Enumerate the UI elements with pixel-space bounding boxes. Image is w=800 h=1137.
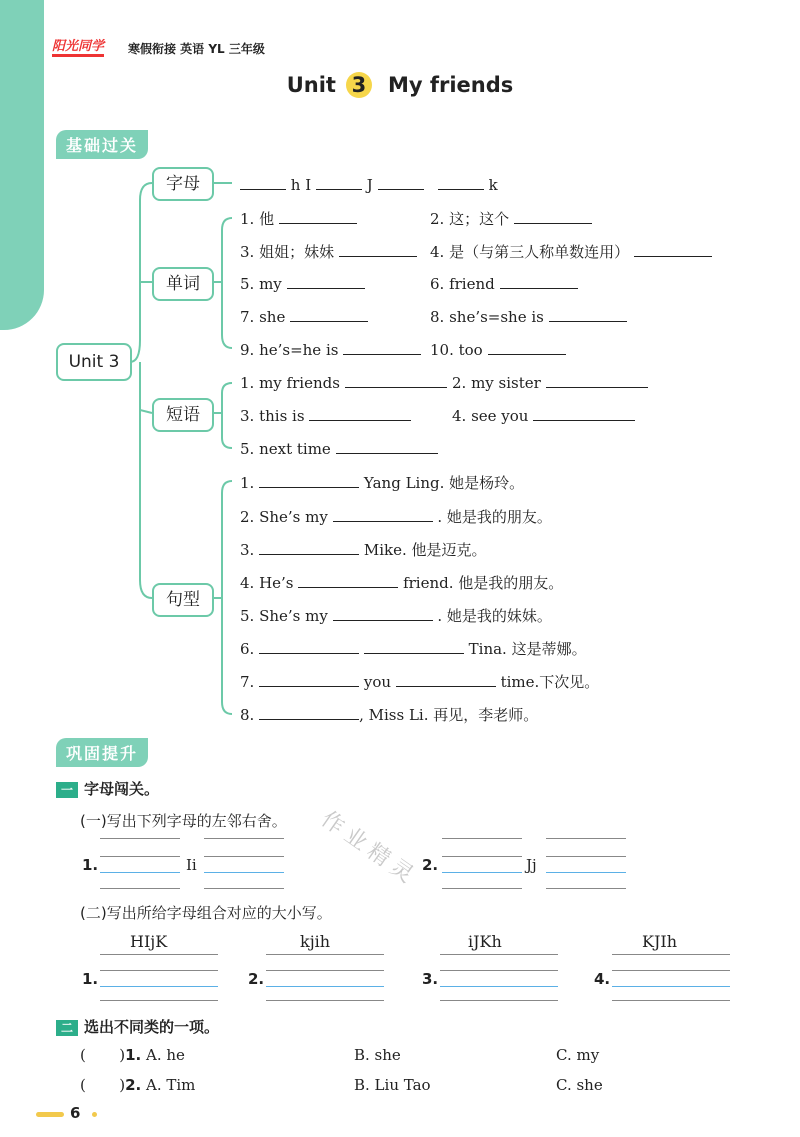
writing-line[interactable] xyxy=(442,838,522,839)
writing-line[interactable] xyxy=(204,856,284,857)
page-number-decoration xyxy=(36,1112,64,1117)
writing-line[interactable] xyxy=(546,872,626,873)
word-prompt: 10. too xyxy=(430,341,483,359)
blank[interactable] xyxy=(333,606,433,621)
branch-phrases: 短语 xyxy=(152,398,214,432)
word-item xyxy=(430,274,578,293)
answer-bracket[interactable]: ( ) xyxy=(80,1076,126,1094)
option-a: A. he xyxy=(146,1046,185,1064)
blank[interactable] xyxy=(333,507,433,522)
blank[interactable] xyxy=(345,373,447,388)
blank[interactable] xyxy=(339,242,417,257)
blank[interactable] xyxy=(259,473,359,488)
word-prompt: 6. friend xyxy=(430,275,495,293)
word-item xyxy=(240,241,417,262)
word-prompt: 1. 他 xyxy=(240,210,275,228)
section-consolidate: 巩固提升 xyxy=(56,738,148,767)
given-letter: Ii xyxy=(186,856,197,874)
writing-line[interactable] xyxy=(100,954,218,955)
given-word: HIjK xyxy=(130,932,168,951)
branch-letters: 字母 xyxy=(152,167,214,201)
blank[interactable] xyxy=(549,307,627,322)
sentence-item xyxy=(240,638,587,659)
sentence-item xyxy=(240,472,524,493)
writing-line[interactable] xyxy=(442,872,522,873)
word-item xyxy=(430,208,592,229)
question-number: 一 xyxy=(56,782,78,798)
writing-line[interactable] xyxy=(266,1000,384,1001)
writing-line[interactable] xyxy=(440,1000,558,1001)
writing-line[interactable] xyxy=(266,986,384,987)
word-item xyxy=(430,241,712,262)
word-prompt: 2. 这；这个 xyxy=(430,210,510,228)
sentence-suffix: . 她是我的妹妹。 xyxy=(437,607,552,625)
sentence-suffix: time.下次见。 xyxy=(500,673,600,691)
writing-line[interactable] xyxy=(204,838,284,839)
phrase-prompt: 3. this is xyxy=(240,407,305,425)
blank[interactable] xyxy=(287,274,365,289)
phrase-prompt: 5. next time xyxy=(240,440,331,458)
blank[interactable] xyxy=(488,340,566,355)
writing-line[interactable] xyxy=(100,872,180,873)
word-item xyxy=(240,340,421,359)
given-word: KJIh xyxy=(642,932,677,951)
blank[interactable] xyxy=(309,406,411,421)
sentence-item xyxy=(240,506,552,527)
writing-line[interactable] xyxy=(612,970,730,971)
sentence-suffix: . 她是我的朋友。 xyxy=(437,508,552,526)
watermark: 作业精灵 xyxy=(316,806,423,892)
writing-line[interactable] xyxy=(440,954,558,955)
item-number: 1. xyxy=(82,970,99,988)
phrase-prompt: 4. see you xyxy=(452,407,529,425)
blank[interactable] xyxy=(378,175,424,190)
page-number: 6 xyxy=(70,1104,81,1122)
sentence-item xyxy=(240,671,599,692)
sentence-suffix: Tina. 这是蒂娜。 xyxy=(468,640,587,658)
word-prompt: 3. 姐姐；妹妹 xyxy=(240,243,335,261)
given-word: kjih xyxy=(300,932,331,951)
word-item xyxy=(240,274,365,293)
word-item xyxy=(430,340,566,359)
sentence-suffix: friend. 他是我的朋友。 xyxy=(403,574,564,592)
blank[interactable] xyxy=(533,406,635,421)
blank[interactable] xyxy=(634,242,712,257)
brand-logo: 阳光同学 xyxy=(52,40,104,57)
sentence-middle: you xyxy=(363,673,392,691)
item-number: 4. xyxy=(594,970,611,988)
unit-label: Unit xyxy=(286,73,336,97)
writing-line[interactable] xyxy=(100,838,180,839)
blank[interactable] xyxy=(259,540,359,555)
letters-row xyxy=(240,175,498,194)
writing-line[interactable] xyxy=(204,872,284,873)
item-number: 2. xyxy=(422,856,439,874)
unit-number: 3 xyxy=(346,72,372,98)
writing-line[interactable] xyxy=(266,970,384,971)
item-number: 2. xyxy=(248,970,265,988)
writing-line[interactable] xyxy=(100,856,180,857)
writing-line[interactable] xyxy=(546,838,626,839)
sentence-prefix: 8. xyxy=(240,706,255,724)
word-prompt: 8. she’s=she is xyxy=(430,308,544,326)
phrase-prompt: 2. my sister xyxy=(452,374,541,392)
answer-bracket[interactable]: ( ) xyxy=(80,1046,126,1064)
writing-line[interactable] xyxy=(100,970,218,971)
blank[interactable] xyxy=(290,307,368,322)
choice-row xyxy=(80,1076,195,1094)
sentence-suffix: Yang Ling. 她是杨玲。 xyxy=(363,474,525,492)
item-number: 1. xyxy=(82,856,99,874)
question-text: 字母闯关。 xyxy=(84,780,160,798)
unit-name: My friends xyxy=(387,73,514,97)
section-basic: 基础过关 xyxy=(56,130,148,159)
option-b: B. Liu Tao xyxy=(354,1076,431,1094)
page-number-dot xyxy=(92,1112,97,1117)
blank[interactable] xyxy=(500,274,578,289)
writing-line[interactable] xyxy=(440,986,558,987)
sentence-prefix: 6. xyxy=(240,640,255,658)
sentence-prefix: 3. xyxy=(240,541,255,559)
item-number: 1. xyxy=(125,1046,142,1064)
series-label: 寒假衔接 英语 YL 三年级 xyxy=(128,42,265,56)
phrase-item xyxy=(240,439,438,458)
phrase-item xyxy=(452,373,648,392)
question-number: 二 xyxy=(56,1020,78,1036)
sentence-item xyxy=(240,704,538,725)
part-1-instruction: (一)写出下列字母的左邻右舍。 xyxy=(80,812,287,830)
writing-line[interactable] xyxy=(546,888,626,889)
blank[interactable] xyxy=(546,373,648,388)
blank[interactable] xyxy=(240,175,286,190)
phrase-item xyxy=(240,373,447,392)
sentence-suffix: , Miss Li. 再见，李老师。 xyxy=(359,706,539,724)
option-c: C. my xyxy=(556,1046,600,1064)
sentence-item xyxy=(240,605,552,626)
blank[interactable] xyxy=(364,639,464,654)
word-prompt: 5. my xyxy=(240,275,282,293)
letter-k: k xyxy=(488,176,498,194)
blank[interactable] xyxy=(396,672,496,687)
writing-line[interactable] xyxy=(612,986,730,987)
given-letter: Jj xyxy=(526,856,537,874)
blank[interactable] xyxy=(343,340,421,355)
phrase-item xyxy=(240,406,411,425)
blank[interactable] xyxy=(298,573,398,588)
writing-line[interactable] xyxy=(100,1000,218,1001)
sentence-item xyxy=(240,572,563,593)
sentence-prefix: 4. He’s xyxy=(240,574,294,592)
item-number: 3. xyxy=(422,970,439,988)
sentence-suffix: Mike. 他是迈克。 xyxy=(363,541,487,559)
writing-line[interactable] xyxy=(100,888,180,889)
writing-line[interactable] xyxy=(204,888,284,889)
branch-sentences: 句型 xyxy=(152,583,214,617)
writing-line[interactable] xyxy=(612,954,730,955)
word-prompt: 7. she xyxy=(240,308,286,326)
word-item xyxy=(430,307,627,326)
word-prompt: 4. 是（与第三人称单数连用） xyxy=(430,243,630,261)
phrase-item xyxy=(452,406,635,425)
sentence-prefix: 2. She’s my xyxy=(240,508,328,526)
writing-line[interactable] xyxy=(266,954,384,955)
blank[interactable] xyxy=(316,175,362,190)
word-item xyxy=(240,307,368,326)
phrase-prompt: 1. my friends xyxy=(240,374,340,392)
blank[interactable] xyxy=(514,209,592,224)
writing-line[interactable] xyxy=(612,1000,730,1001)
blank[interactable] xyxy=(259,672,359,687)
option-b: B. she xyxy=(354,1046,401,1064)
option-a: A. Tim xyxy=(146,1076,196,1094)
option-c: C. she xyxy=(556,1076,603,1094)
sentence-item xyxy=(240,539,487,560)
blank[interactable] xyxy=(336,439,438,454)
choice-row xyxy=(80,1046,185,1064)
item-number: 2. xyxy=(125,1076,142,1094)
part-2-instruction: (二)写出所给字母组合对应的大小写。 xyxy=(80,904,332,922)
writing-line[interactable] xyxy=(442,856,522,857)
letter-j: J xyxy=(366,176,373,194)
blank[interactable] xyxy=(259,639,359,654)
word-prompt: 9. he’s=he is xyxy=(240,341,339,359)
sentence-prefix: 1. xyxy=(240,474,255,492)
blank[interactable] xyxy=(259,705,359,720)
sentence-prefix: 7. xyxy=(240,673,255,691)
writing-line[interactable] xyxy=(100,986,218,987)
writing-line[interactable] xyxy=(442,888,522,889)
question-2-title xyxy=(56,1016,219,1037)
question-1-title xyxy=(56,778,159,799)
letter-hi: h I xyxy=(290,176,312,194)
blank[interactable] xyxy=(438,175,484,190)
sentence-prefix: 5. She’s my xyxy=(240,607,328,625)
writing-line[interactable] xyxy=(546,856,626,857)
branch-words: 单词 xyxy=(152,267,214,301)
given-word: iJKh xyxy=(468,932,502,951)
blank[interactable] xyxy=(279,209,357,224)
question-text: 选出不同类的一项。 xyxy=(84,1018,220,1036)
root-node: Unit 3 xyxy=(56,343,132,381)
word-item xyxy=(240,208,357,229)
writing-line[interactable] xyxy=(440,970,558,971)
